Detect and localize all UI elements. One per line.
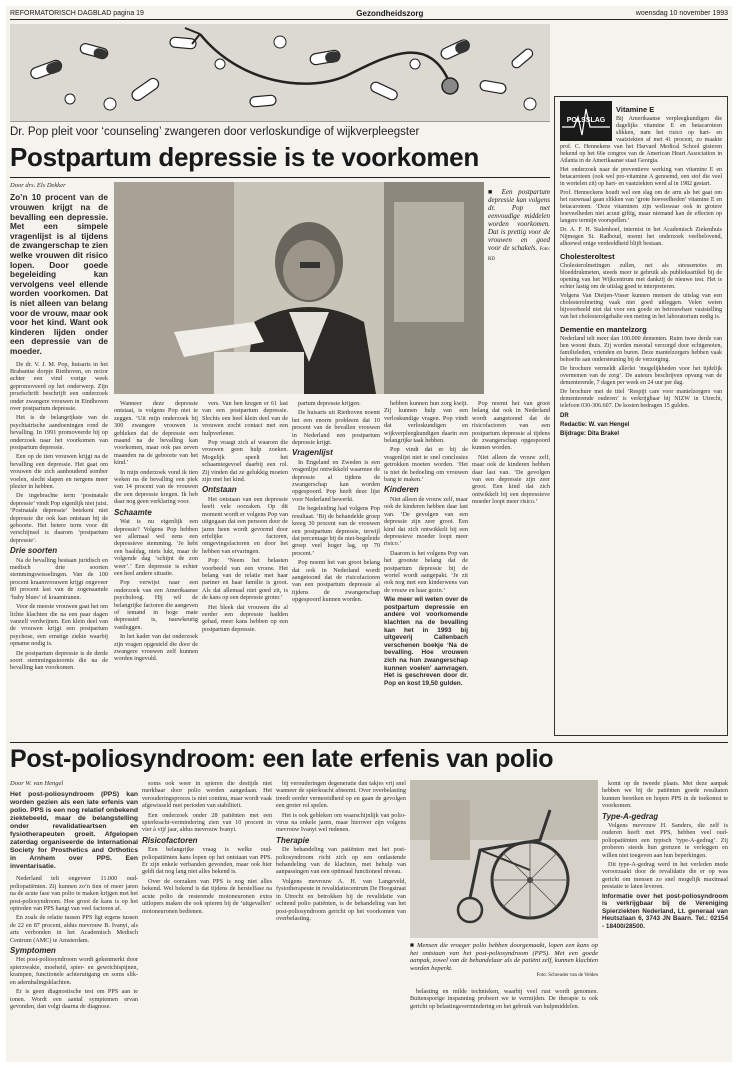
subheading: Symptomen	[10, 946, 56, 956]
running-head-section: Gezondheidszorg	[356, 9, 424, 18]
paragraph: Nederland telt meer dan 100.000 dementen. Ruim twee derde van hen woont thuis. Zij worden meestal verzorgd door echtgenoten, familieleden, vrienden en buren. Deze mantelzorgers hebben vaak behoefte aan ondersteuning bij de verzorging.	[560, 336, 722, 363]
sidebar-section-dementie	[560, 336, 722, 410]
paragraph: De dr. V. J. M. Pop, huisarts in het Brabantse dorpje Riethoven, en rector achter een vind vorige week gepromoveerd op het onderwerp. Zijn proefschrift beschrijft een onderzoek onder zwangere vrouwen in Eindhoven over postpartum depressie.	[10, 360, 108, 412]
sidebar-editor: Redactie: W. van Hengel	[560, 422, 630, 428]
paragraph: Het ontstaan van een depressie heeft vele oorzaken. Op dit moment wordt er volgens Pop van uitgegaan dat een persoon door de jaren heen wordt gevormd door erfelijke factoren, omgevingsfactoren en door het hebben van ervaringen.	[202, 495, 288, 555]
paragraph: Cholesterolmetingen zullen, net als stressenotes en bloeddrukmeten, steeds meer te gebruik als publieksartikel bij de opening van het Wijkcentrum met dankzij de nieuwe test. Het is echter lastig om de uitslag goed te interpreteren.	[560, 263, 722, 290]
paragraph: Dit type-A-gedrag werd in het verleden mede veroorzaakt door de revalidatie die er op was gericht om mensen zo snel mogelijk maximaal prestatie te laten leveren.	[602, 861, 728, 891]
article1-author: Door drs. Els Dekker	[10, 182, 66, 189]
paragraph: De postpartum depressie is de derde soort stemmingsstoornis die na de bevalling kan voorkomen.	[10, 649, 108, 672]
paragraph: soms ook weer in spieren die destijds niet merkbaar door polio werden aangedaan. Het verouderingsproces is niet continu, maar wordt vaak afgewisseld met perioden van stabiliteit.	[142, 780, 272, 810]
paragraph: De behandeling van patiënten met het post-poliosyndroom richt zich op een ontlastende behandeling van de klachten, met behulp van aanpassingen van een optimaal functioneel niveau.	[276, 846, 406, 876]
article2-column-2	[142, 780, 272, 1060]
paragraph: Na de bevalling bestaan juridisch en medisch drie soorten stemmingswisselingen. Van de 100 procent kraamvrouwen krijgt ongeveer 80 procent last van de zogenaamde ‘baby blues’ of kraamtranen.	[10, 556, 108, 601]
article1-column-4	[292, 400, 380, 735]
sidebar-heading-dementie: Dementie en mantelzorg	[560, 325, 647, 334]
running-head	[10, 8, 728, 20]
paragraph: Prof. Henneckens houdt wel een slag om de arm als het gaat om het rauwnaal gaan slikken van ‘grote hoeveelheden’ vitamine E en betacaroteen. ‘Deze vitaminen zijn weliswaar ook in grotere hoeveelheden niet acuut giftig, maar niemand kan de effecten op langere termijn voorspellen.’	[560, 190, 722, 224]
paragraph: komt op de tweede plaats. Met deze aanpak hebben we bij de patiënten goede resultaten kunnen bereiken en hopen PPS in de toekomst te voorkomen.	[602, 780, 728, 810]
paragraph: Het post-poliosyndroom wordt gekenmerkt door spierzwakte, moeheid, spier- en gewrichtspijnen, krampen, functionele achteruitgang en soms slik- en ademhalingsklachten.	[10, 956, 138, 986]
article1-caption	[488, 188, 550, 264]
sidebar-heading-vitamine-e: Vitamine E	[616, 105, 655, 114]
subheading: Risicofactoren	[142, 835, 198, 845]
subheading: Kinderen	[384, 485, 419, 495]
paragraph: Het onderzoek naar de preventieve werking van vitamine E en betacaroteen (ook wel pro-vitamine A genoemd, een stof die veel in wortelen zit) op hart- en vaatziekten werd al in 1982 gestart.	[560, 167, 722, 187]
subheading: Ontstaan	[202, 485, 237, 495]
subheading: Drie soorten	[10, 546, 58, 556]
paragraph: Volgens Van Dieijen-Visser kunnen mensen de uitslag van een cholesterolmeting vaak niet goed uitleggen. Velen weten bijvoorbeeld niet dat voor een goede en betrouwbare vaststelling van het cholesterolgehalte een meting in het laboratorium nodig is.	[560, 293, 722, 320]
article2-headline: Post-poliosyndroom: een late erfenis van polio	[10, 742, 728, 774]
subheading: Schaamte	[114, 507, 152, 517]
paragraph: Een op de tien vrouwen krijgt na de bevalling een depressie. Het gaat om vrouwen die zich aanhoudend somber voelen, slecht slapen en nergens meer plezier in hebben.	[10, 453, 108, 490]
paragraph: De begeleiding had volgens Pop resultaat. ‘Bij de behandelde groep kreeg 30 procent van de vrouwen een postpartum depressie, terwijl dat percentage bij de niet-begeleide groep veel hoger lag, op 70 procent.’	[292, 505, 380, 557]
paragraph: In het kader van dat onderzoek zijn vragen opgesteld die door de zwangere vrouwen zelf kunnen worden ingevuld.	[114, 633, 198, 663]
paragraph: Bij Amerikaanse verpleegkundigen die dagelijks vitamine E en betacaroteen slikken, nam het risico op hart- en vaatziekten af met 41 procent, zo maakte prof. C. Hennekens van het Harvard Medical School gisteren bekend op het 66e congres van de American Heart Association in Atlanta in de Amerikaanse staat Georgia.	[560, 116, 722, 164]
sidebar-contributor: Bijdrage: Dita Brakel	[560, 431, 620, 437]
running-head-date: woensdag 10 november 1993	[635, 10, 728, 17]
paragraph: De brochure vermeldt allerlei ‘mogelijkheden voor het tijdelijk overnemen van de zorg’. De auteurs beschrijven opvang van de dementerende, 7 dagen per week en 24 uur per dag.	[560, 366, 722, 386]
wheelchair-photo	[410, 780, 598, 938]
paragraph: Pop noemt het van groot belang dat ook in Nederland wordt aangetoond dat de risicofactoren van een postpartum depressie al tijdens de zwangerschap opgespoord kunnen worden.	[472, 400, 550, 452]
sidebar-byline-label: DR	[560, 413, 569, 419]
sidebar-heading-cholesteroltest: Cholesteroltest	[560, 252, 615, 261]
article1-intro: Zo’n 10 procent van de vrouwen krijgt na de bevalling een depressie. Met een simpele vragenlijst is al tijdens de zwangerschap te zien welke vrouwen dit risico lopen. Door goede begeleiding kan vervolgens veel ellende worden voorkomen. Dat is niet alleen van belang voor de vrouw, maar ook voor het kind. Want ook kinderen lijden onder een depressie van de moeder.	[10, 192, 108, 356]
paragraph: Een onderzoek onder 28 patiënten met een spierkracht-vermindering zien van 10 procent in vier à vijf jaar, aldus mevrouw Ivanyi.	[142, 811, 272, 834]
paragraph: In Engeland en Zweden is een vragenlijst ontwikkeld waarmee de depressie al tijdens de zwangerschap kan worden opgespoord. Pop heeft deze lijst voor Nederland bewerkt.	[292, 458, 380, 503]
paragraph: Volgens mevrouw H. Sanders, die zelf is ouderen heeft met PPS, hebben veel oud-poliopatiënten een typisch ‘type-A-gedrag’. Zij proberen steeds hun grenzen te verleggen en willen niet toegeven aan hun beperkingen.	[602, 822, 728, 859]
article1-kicker: Dr. Pop pleit voor ‘counseling’ zwangeren door verloskundige of wijkverpleegster	[10, 126, 420, 138]
paragraph: bij verouderingen degeneratie dan takjes vrij snel wanneer de spierkracht afneemt. Over overbelasting treedt eerder vermoeidheid op en gaan de gevolgen een groter rol spelen.	[276, 780, 406, 810]
paragraph: partum depressie krijgen.	[298, 400, 361, 407]
paragraph: De huisarts uit Riethoven noemt het een enorm probleem dat 10 procent van de bevallen vrouwen in Nederland een postpartum depressie krijgt.	[292, 409, 380, 447]
subheading: Therapie	[276, 835, 310, 845]
article2-intro: Het post-poliosyndroom (PPS) kan worden gezien als een late erfenis van polio. PPS is een nog relatief onbekend ziektebeeld, maar de belangstelling onder revalidatieartsen en fysiotherapeuten groeit. Afgelopen zaterdag organiseerde de International Society for Prosthetics and Orthotics in Arnhem over PPS. Een inventarisatie.	[10, 791, 138, 871]
pills-stethoscope-illustration	[10, 24, 550, 122]
paragraph: Wanneer deze depressie ontstaat, is volgens Pop niet te zeggen. ‘Uit mijn onderzoek bij 300 zwangere vrouwen is gebleken dat de depressie een maand na de bevalling kan voorkomen, maar ook pas zeven maanden na de geboorte van het kind.’	[114, 400, 198, 467]
paragraph: Nederland telt ongeveer 11.000 oud-poliopatiënten. Zij kunnen zo’n tien of meer jaren na de acute fase van polio te maken krijgen met het post-poliosyndroom. Hoe groot de kans is op het optreden van PPS hangt van veel factoren af.	[10, 875, 138, 913]
article1-column-2	[114, 400, 198, 735]
paragraph: Pop: ‘Neem het belasten voorbeeld van een vrouw. Het belang van de relatie met haar partner en haar familie is groot. Als dat allemaal niet goed zit, is de kans op een depressie groter.’	[202, 557, 288, 602]
paragraph: vers. Van hen kregen er 61 last van een postpartum depressie. Slechts een heel klein deel van de vrouwen zocht contact met een hulpverlener.	[202, 400, 288, 437]
paragraph: De ingebrachte term ‘postnatale depressie’ vindt Pop eigenlijk niet juist. ‘Postnatale depressie’ betekent niet depressie die ook kan ontstaan bij de geboorte. Het betere term voor dit verschijnsel is daarom ‘postpartum depressie’.	[10, 492, 108, 544]
article1-photo-credit: Foto: RD	[488, 247, 551, 262]
paragraph: hebben kunnen hun zorg kwijt. Zij kunnen hulp van een verloskundige vragen. Pop vindt dat verloskundigen en wijkverpleegkundigen daarin een belangrijke taak hebben.	[384, 400, 468, 445]
paragraph: Over de oorzaken van PPS is nog niet alles bekend. Wel bekend is dat tijdens de herstelfase na acute polio de resterende motoneuronen extra uitlopers maken die ook spieren bij de ‘uitgevallen’ motoneuronen bedienen.	[142, 877, 272, 915]
paragraph: Volgens mevrouw A. H. van Langeveld, fysiotherapeute in revalidatiecentrum De Hoogstraat in Utrecht en betrokken bij de revalidatie van ochtend polio patiënten, is de behandeling van het post-poliosyndroom gericht op het voorkomen van overbelasting.	[276, 877, 406, 922]
article2-caption-text: ■ Mensen die vroeger polio hebben doorgemaakt, lopen een kans op het ontstaan van het post-poliosyndroom (PPS). Met een goede aanpak, zowel van de behandelaar als de patiënt zelf, kunnen klachten worden beperkt.	[410, 942, 598, 972]
paragraph: Pop noemt het van groot belang dat ook in Nederland wordt aangetoond dat de risicofactoren van een postpartum depressie al tijdens de zwangerschap opgespoord kunnen worden.	[292, 559, 380, 604]
sidebar-section-cholesteroltest	[560, 263, 722, 321]
article1-column-6	[472, 400, 550, 735]
paragraph: Het bleek dat vrouwen die al eerder een depressie hadden gehad, meer kans hebben op een postpartum depressie.	[202, 603, 288, 633]
subheading: Type-A-gedrag	[602, 811, 659, 821]
article2-column-4	[410, 988, 598, 1060]
article2-info-note: Informatie over het post-poliosyndroom is verkrijgbaar bij de Vereniging Spierziekten Nederland, Lt. generaal van Heutszlaan 6, 3743 JN Baarn. Tel.: 02154 - 18400/28500.	[602, 892, 728, 931]
paragraph: In mijn onderzoek vond ik tien weken na de bevalling een piek van 14 procent van de vrouwen die een depressie kregen. Ik heb daar nog geen verklaring voor.	[114, 468, 198, 506]
paragraph: Pop vindt dat er bij de vragenlijst niet te snel conclusies getrokken moeten worden. ‘Het is niet de bedoeling om vrouwen bang te maken.’	[384, 446, 468, 484]
article2-column-5	[602, 780, 728, 1060]
polsslag-logo	[560, 101, 612, 141]
article1-headline: Postpartum depressie is te voorkomen	[10, 142, 550, 178]
article2-author: Door W. van Hengel	[10, 780, 64, 787]
polsslag-logo-text: POLSSLAG	[566, 117, 606, 124]
running-head-paper: REFORMATORISCH DAGBLAD pagina 19	[10, 10, 144, 17]
paragraph: Niet alleen de vrouw zelf, maar ook de kinderen hebben daar last van. ‘De gevolgen van een depressie zijn zeer groot. Een kind dat zich ontwikkelt bij een depressieve moeder loopt meer risico.’	[384, 495, 468, 548]
paragraph: En zoals de relatie tussen PPS ligt ergens tussen de 22 en 87 procent, aldus mevrouw B. Ivanyi, als arts verbonden in het Academisch Medisch Centrum (AMC) te Amsterdam.	[10, 914, 138, 944]
article1-closing-note: Wie meer wil weten over de postpartum depressie en andere vol voorkomende klachten na de bevalling kan het in 1993 bij uitgeverij Callenbach verschenen boekje ‘Na de bevalling. Hoe vrouwen zich na hun zwangerschap kunnen voelen’ aanvragen. Het is geschreven door dr. Pop en kost 19,50 gulden.	[384, 596, 468, 687]
article2-column-3	[276, 780, 406, 1060]
paragraph: Een belangrijke vraag is welke oud-poliopatiënten kans lopen op het ontstaan van PPS. Er zijn enkele verbanden gevonden, maar ook hier geldt dat nog lang niet alles bekend is.	[142, 846, 272, 876]
article2-column-1	[10, 780, 138, 1060]
article1-column-1	[10, 182, 108, 735]
paragraph: Het is de belangrijkste van de psychiatrische aandoeningen rond de bevalling. In 1991 promoveerde hij op onderzoek naar het voorkomen van postpartum depressie.	[10, 414, 108, 451]
doctor-portrait-photo	[114, 182, 484, 394]
paragraph: Dr. A. F. H. Stalenhoef, internist in het Academisch Ziekenhuis Nijmegen St. Radboud, noemt het onderzoek veelbelovend, alhoewel enige verdeeldheid blijft bestaan.	[560, 227, 722, 247]
article1-photo	[114, 182, 484, 394]
paragraph: Niet alleen de vrouw zelf, maar ook de kinderen hebben daar last van. ‘De gevolgen van een depressie zijn zeer groot. Een kind dat zich ontwikkelt bij een depressieve moeder loopt meer risico.’	[472, 453, 550, 506]
article1-column-5	[384, 400, 468, 735]
subheading: Vragenlijst	[292, 448, 333, 458]
article2-photo-credit: Foto: Schreuder van de Velden	[536, 973, 598, 979]
paragraph: belasting en milde technieken, waarbij veel rust wordt genomen. Buitensporige inspanning probeert we te vermijden. De therapie is ook gericht op belastingsvermindering en het gebruik van hulpmiddelen.	[410, 988, 598, 1010]
article2-caption	[410, 942, 598, 980]
paragraph: Voor de meeste vrouwen gaat het om lichte klachten die na een paar dagen vanzelf verdwijnen. Een klein deel van de vrouwen krijgt een postpartum psychose, een ernstige ziekte waarbij opname nodig is.	[10, 603, 108, 648]
article1-caption-text: ■ Een postpartum depressie kan volgens dr. Pop met eenvoudige middelen worden voorkomen. Dat is prettig voor de vrouwen en goed voor de schakels.	[488, 188, 550, 252]
paragraph: De brochure met de titel ‘Respijt care voor mantelzorgers van dementerende ouderen’ is verkrijgbaar bij NIZW in Utrecht, telefoon 030-306.607. De kosten bedragen 15 gulden.	[560, 389, 722, 409]
paragraph: Pop vraagt zich af waarom die vrouwen geen hulp zoeken. Mogelijk speelt het schaamtegevoel daarbij een rol. Zij vinden dat ze gelukkig moeten zijn met het kind.	[202, 439, 288, 484]
paragraph: Pop verwijst naar een onderzoek van een Amerikaanse psycholoog. Hij wil de belangrijke factoren die aangeven of iemand in hoge mate depressief is, nauwkeurig vastleggen.	[114, 579, 198, 631]
article1-column-3	[202, 400, 288, 735]
banner-illustration	[10, 24, 550, 122]
paragraph: Er is geen diagnostische test om PPS aan te tonen. Wordt een aantal symptomen ervan gevonden, dan volgt daarna de diagnose.	[10, 988, 138, 1010]
paragraph: Wat is nu eigenlijk een depressie? Volgens Pop hebben we allemaal wel eens een depressieve stemming. ‘Je hebt een baaldag, niets lukt, maar de volgende dag ‘schijnt de zon weer’.’ Een depressie is echter een heel andere situatie.	[114, 518, 198, 577]
newspaper-page	[6, 6, 732, 1062]
article2-photo	[410, 780, 598, 938]
paragraph: Het is ook gebleken om waarschijnlijk van polio-virus na enkele jaren, maar hierover zijn volgens mevrouw Ivanyi wel redenen.	[276, 811, 406, 834]
paragraph: Daarom is het volgens Pop van het grootste belang dat de postpartum depressie bij de wortel wordt aangepakt. ‘Je zit ook nog met een kinderwens van de vrouw en haar gezin.’	[384, 549, 468, 594]
sidebar-polsslag	[554, 96, 728, 736]
